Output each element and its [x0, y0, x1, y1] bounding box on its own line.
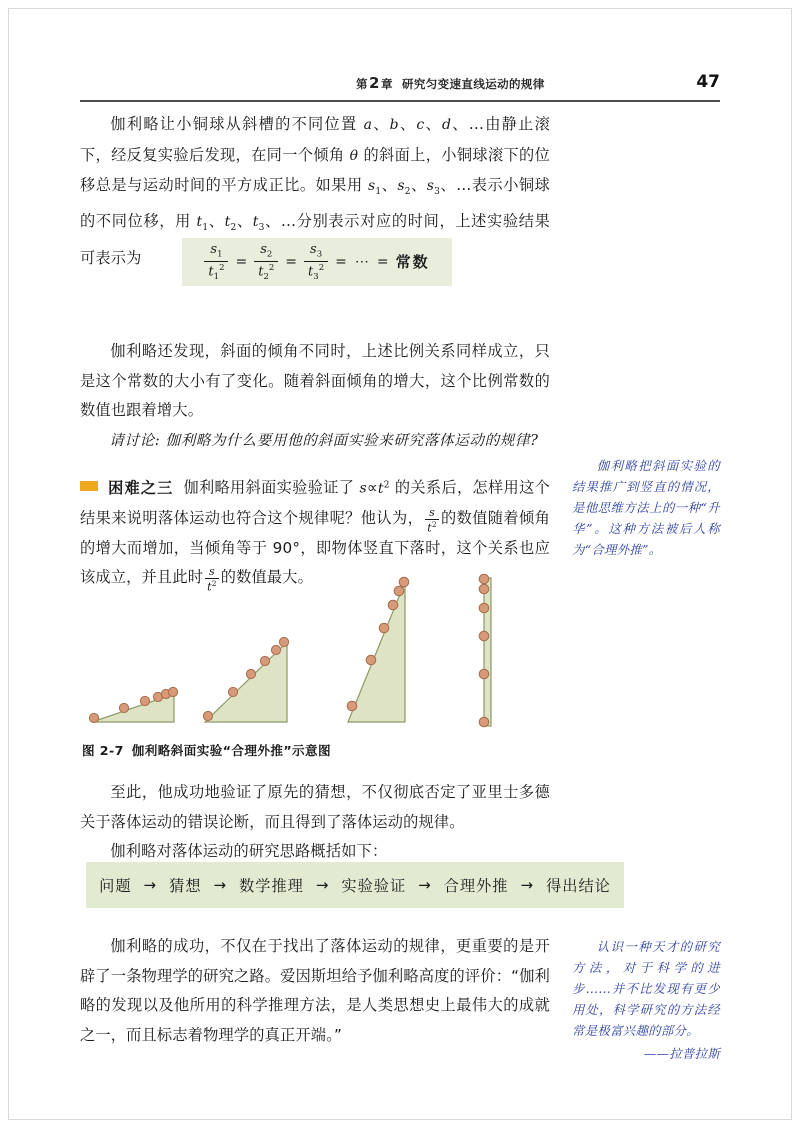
- flow-step-1: 问题: [99, 876, 132, 895]
- figure-caption-text: 伽利略斜面实验“合理外推”示意图: [131, 743, 332, 758]
- ramp-shallow: [89, 687, 177, 722]
- equals-sign: =: [376, 253, 389, 270]
- flow-step-2: 猜想: [169, 876, 202, 895]
- running-head: [80, 74, 720, 100]
- formula-term-3: $\frac{s_3}{t_3^2}$: [304, 243, 328, 282]
- orange-square-bullet: [80, 481, 98, 491]
- figure-number: 图 2-7: [82, 743, 124, 758]
- figure-2-7: [80, 570, 550, 735]
- margin-note-lifting: [572, 455, 720, 560]
- equals-sign: =: [335, 253, 347, 270]
- figure-caption: [82, 740, 331, 759]
- ramp-steep: [347, 577, 409, 722]
- flow-arrow-icon: →: [418, 876, 432, 894]
- formula-term-1: $\frac{s_1}{t_1^2}$: [204, 243, 228, 282]
- flow-arrow-icon: →: [315, 876, 330, 894]
- ramp-medium: [203, 637, 288, 722]
- research-flow-box: [86, 862, 624, 908]
- page-number: 47: [696, 72, 720, 92]
- chapter-label: 第2章: [356, 74, 393, 92]
- flow-step-4: 实验验证: [341, 876, 407, 895]
- formula-term-2: $\frac{s_2}{t_2^2}$: [254, 243, 278, 282]
- flow-step-5: 合理外推: [443, 876, 509, 895]
- inclined-planes-diagram: [80, 570, 550, 735]
- main-text-column-final: [80, 932, 550, 1050]
- proportionality-formula: [204, 243, 429, 282]
- fraction-s-over-t2: $\frac{s}{t^2}$: [207, 564, 217, 594]
- chapter-number: 2: [369, 74, 380, 92]
- ramp-vertical: [479, 574, 491, 727]
- margin-note-laplace: [572, 936, 720, 1064]
- flow-arrow-icon: →: [143, 876, 158, 894]
- formula-result: 常数: [395, 253, 430, 272]
- paragraph-difficulty: 困难之三 伽利略用斜面实验验证了 $s\propto t^2$ 的关系后，怎样用这个结果来说明落体运动也符合这个规律呢？他认为， $\frac{s}{t^2}$ 的数值随着倾角的增大而增加，当倾角等于 90°，即物体竖直下落时，这个关系也应该成立，并且此时 $\frac{s}{t^2}$ 的数值最大。: [80, 478, 551, 594]
- fraction-s-over-t2: $\frac{s}{t^2}$: [427, 505, 437, 535]
- flow-arrow-icon: →: [213, 876, 228, 894]
- paragraph-5: 至此，他成功地验证了原先的猜想，不仅彻底否定了亚里士多德关于落体运动的错误论断，而且得到了落体运动的规律。: [80, 783, 550, 831]
- flow-step-3: 数学推理: [239, 876, 304, 895]
- margin-note-text: 认识一种天才的研究方法，对于科学的进步……并不比发现有更少用处，科学研究的方法经常是极富兴趣的部分。: [572, 939, 720, 1038]
- paragraph-6: 伽利略对落体运动的研究思路概括如下：: [110, 842, 388, 860]
- equals-sign: =: [235, 253, 248, 270]
- chapter-title: 研究匀变速直线运动的规律: [401, 77, 545, 91]
- flow-arrow-icon: →: [520, 876, 535, 894]
- flow-step-6: 得出结论: [546, 876, 611, 895]
- formula-ellipsis: ⋯: [354, 253, 369, 270]
- paragraph-2: 伽利略还发现，斜面的倾角不同时，上述比例关系同样成立，只是这个常数的大小有了变化。随着斜面倾角的增大，这个比例常数的数值也跟着增大。: [80, 342, 550, 420]
- paragraph-1: 伽利略让小铜球从斜槽的不同位置 a、b、c、d、…由静止滚下，经反复实验后发现，在同一个倾角 θ 的斜面上，小铜球滚下的位移总是与运动时间的平方成正比。如果用 $s_1$、$s_2$、$s_3$、…表示小铜球的不同位移，用 $t_1$、$t_2$、$t_3$、…分别表示对应的时间，上述实验结果可表示为: [80, 115, 551, 267]
- flow-steps: [99, 875, 611, 896]
- margin-note-text: 伽利略把斜面实验的结果推广到竖直的情况，是他思维方法上的一种“升华”。这种方法被后人称为“合理外推”。: [572, 458, 720, 557]
- main-text-column-lower: [80, 778, 550, 867]
- margin-note-attribution: ——拉普拉斯: [643, 1046, 720, 1061]
- main-text-column: [80, 110, 550, 593]
- header-rule: [80, 100, 720, 102]
- paragraph-7: 伽利略的成功，不仅在于找出了落体运动的规律，更重要的是开辟了一条物理学的研究之路。爱因斯坦给予伽利略高度的评价：“伽利略的发现以及他所用的科学推理方法，是人类思想史上最伟大的成就之一，而且标志着物理学的真正开端。”: [80, 937, 550, 1044]
- formula-box: [182, 238, 452, 286]
- paragraph-discuss: 请讨论: 伽利略为什么要用他的斜面实验来研究落体运动的规律?: [109, 431, 539, 449]
- equals-sign: =: [285, 253, 298, 270]
- difficulty-label: 困难之三: [108, 478, 174, 497]
